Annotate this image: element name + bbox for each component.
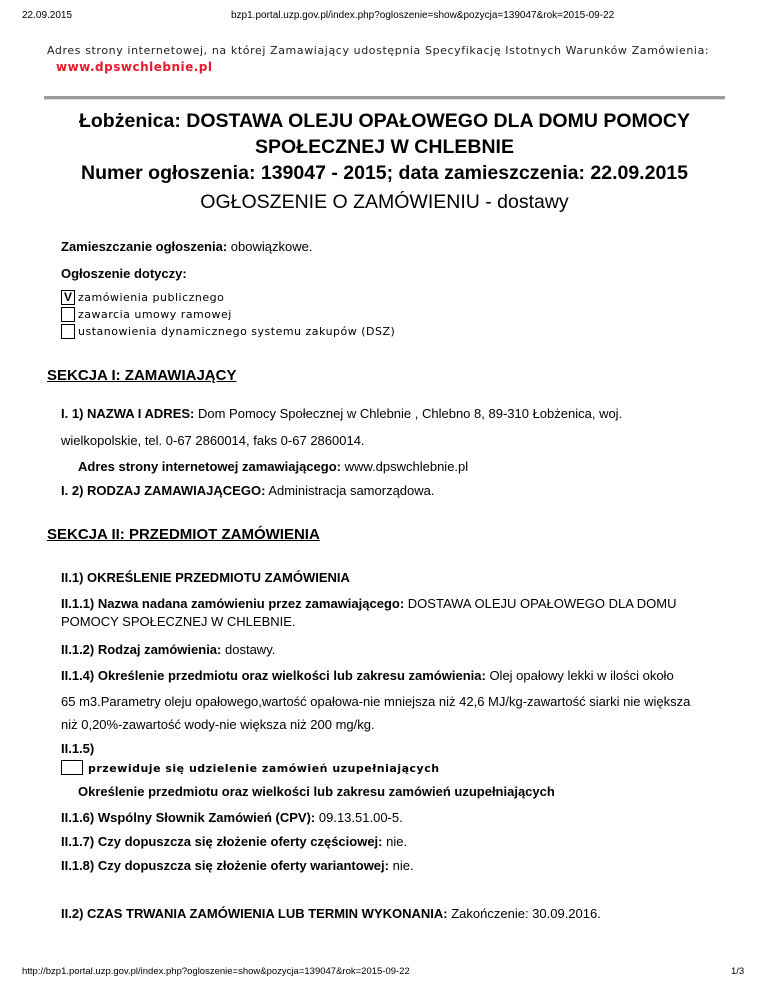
print-url: bzp1.portal.uzp.gov.pl/index.php?ogloszenie=show&pozycja=139047&rok=2015-09-22 [231, 10, 615, 21]
orderer-web-row [78, 459, 468, 474]
siwz-intro: Adres strony internetowej, na której Zamawiający udostępnia Specyfikację Istotnych Warunków Zamówienia: [47, 44, 710, 57]
supplementary-orders-label: przewiduje się udzielenie zamówień uzupełniających [88, 762, 440, 775]
cpv-label: II.1.6) Wspólny Słownik Zamówień (CPV): [61, 810, 316, 825]
orderer-type-row [61, 483, 435, 498]
duration-label: II.2) CZAS TRWANIA ZAMÓWIENIA LUB TERMIN WYKONANIA: [61, 906, 448, 921]
partial-offer-row [61, 834, 407, 849]
option-label-3: ustanowienia dynamicznego systemu zakupów (DSZ) [78, 325, 396, 338]
duration-value: Zakończenie: 30.09.2016. [451, 906, 601, 921]
footer-url: http://bzp1.portal.uzp.gov.pl/index.php?ogloszenie=show&pozycja=139047&rok=2015-09-22 [22, 966, 410, 977]
print-date: 22.09.2015 [22, 10, 73, 21]
option-checkbox-1[interactable]: V [61, 290, 75, 305]
option-label-2: zawarcia umowy ramowej [78, 308, 232, 321]
variant-offer-value: nie. [392, 858, 414, 873]
cpv-value: 09.13.51.00-5. [318, 810, 403, 825]
order-desc-value-3: niż 0,20%-zawartość wody-nie większa niż 200 mg/kg. [61, 717, 375, 732]
section-115-label: II.1.5) [61, 741, 95, 756]
title-subtitle: OGŁOSZENIE O ZAMÓWIENIU - dostawy [200, 191, 569, 213]
title-line-1: Łobżenica: DOSTAWA OLEJU OPAŁOWEGO DLA DOMU POMOCY [78, 110, 690, 132]
orderer-name-row [61, 406, 622, 421]
cpv-row [61, 810, 403, 825]
variant-offer-row [61, 858, 414, 873]
orderer-type-value: Administracja samorządowa. [268, 483, 435, 498]
order-name-label: II.1.1) Nazwa nadana zamówieniu przez zamawiającego: [61, 596, 405, 611]
orderer-web-value: www.dpswchlebnie.pl [344, 459, 469, 474]
order-kind-value: dostawy. [225, 642, 276, 657]
supplementary-orders-checkbox[interactable] [61, 760, 83, 775]
orderer-name-value-2: wielkopolskie, tel. 0-67 2860014, faks 0-67 2860014. [61, 433, 365, 448]
order-desc-label: II.1.4) Określenie przedmiotu oraz wielkości lub zakresu zamówienia: [61, 668, 486, 683]
option-checkbox-2[interactable] [61, 307, 75, 322]
page-number: 1/3 [731, 966, 745, 977]
orderer-name-value: Dom Pomocy Społecznej w Chlebnie , Chlebno 8, 89-310 Łobżenica, woj. [198, 406, 623, 421]
siwz-link[interactable]: www.dpswchlebnie.pl [56, 60, 213, 74]
order-name-value: DOSTAWA OLEJU OPAŁOWEGO DLA DOMU [407, 596, 677, 611]
mandatory-label: Zamieszczanie ogłoszenia: [61, 239, 228, 254]
order-kind-row [61, 642, 275, 657]
section-1-title: SEKCJA I: ZAMAWIAJĄCY [47, 367, 237, 384]
order-desc-value-2: 65 m3.Parametry oleju opałowego,wartość opałowa-nie mniejsza niż 42,6 MJ/kg-zawartość siarki nie większa [61, 694, 691, 709]
page-title [44, 108, 725, 186]
orderer-type-label: I. 2) RODZAJ ZAMAWIAJĄCEGO: [61, 483, 266, 498]
option-label-1: zamówienia publicznego [78, 291, 225, 304]
divider [44, 96, 725, 100]
partial-offer-label: II.1.7) Czy dopuszcza się złożenie oferty częściowej: [61, 834, 383, 849]
orderer-web-label: Adres strony internetowej zamawiającego: [78, 459, 341, 474]
variant-offer-label: II.1.8) Czy dopuszcza się złożenie oferty wariantowej: [61, 858, 389, 873]
order-kind-label: II.1.2) Rodzaj zamówienia: [61, 642, 222, 657]
title-line-3: Numer ogłoszenia: 139047 - 2015; data zamieszczenia: 22.09.2015 [81, 162, 688, 184]
section-2-title: SEKCJA II: PRZEDMIOT ZAMÓWIENIA [47, 526, 320, 543]
concerns-label: Ogłoszenie dotyczy: [61, 266, 187, 281]
subject-definition-label: II.1) OKREŚLENIE PRZEDMIOTU ZAMÓWIENIA [61, 570, 350, 585]
partial-offer-value: nie. [386, 834, 408, 849]
mandatory-value: obowiązkowe. [230, 239, 313, 254]
duration-row [61, 906, 601, 921]
option-checkbox-3[interactable] [61, 324, 75, 339]
title-line-2: SPOŁECZNEJ W CHLEBNIE [255, 136, 514, 158]
order-desc-row [61, 668, 674, 683]
supplementary-scope-label: Określenie przedmiotu oraz wielkości lub zakresu zamówień uzupełniających [78, 784, 555, 799]
mandatory-row [61, 239, 312, 254]
orderer-name-label: I. 1) NAZWA I ADRES: [61, 406, 195, 421]
order-name-value-2: POMOCY SPOŁECZNEJ W CHLEBNIE. [61, 614, 296, 629]
order-desc-value: Olej opałowy lekki w ilości około [489, 668, 674, 683]
order-name-row [61, 596, 677, 611]
